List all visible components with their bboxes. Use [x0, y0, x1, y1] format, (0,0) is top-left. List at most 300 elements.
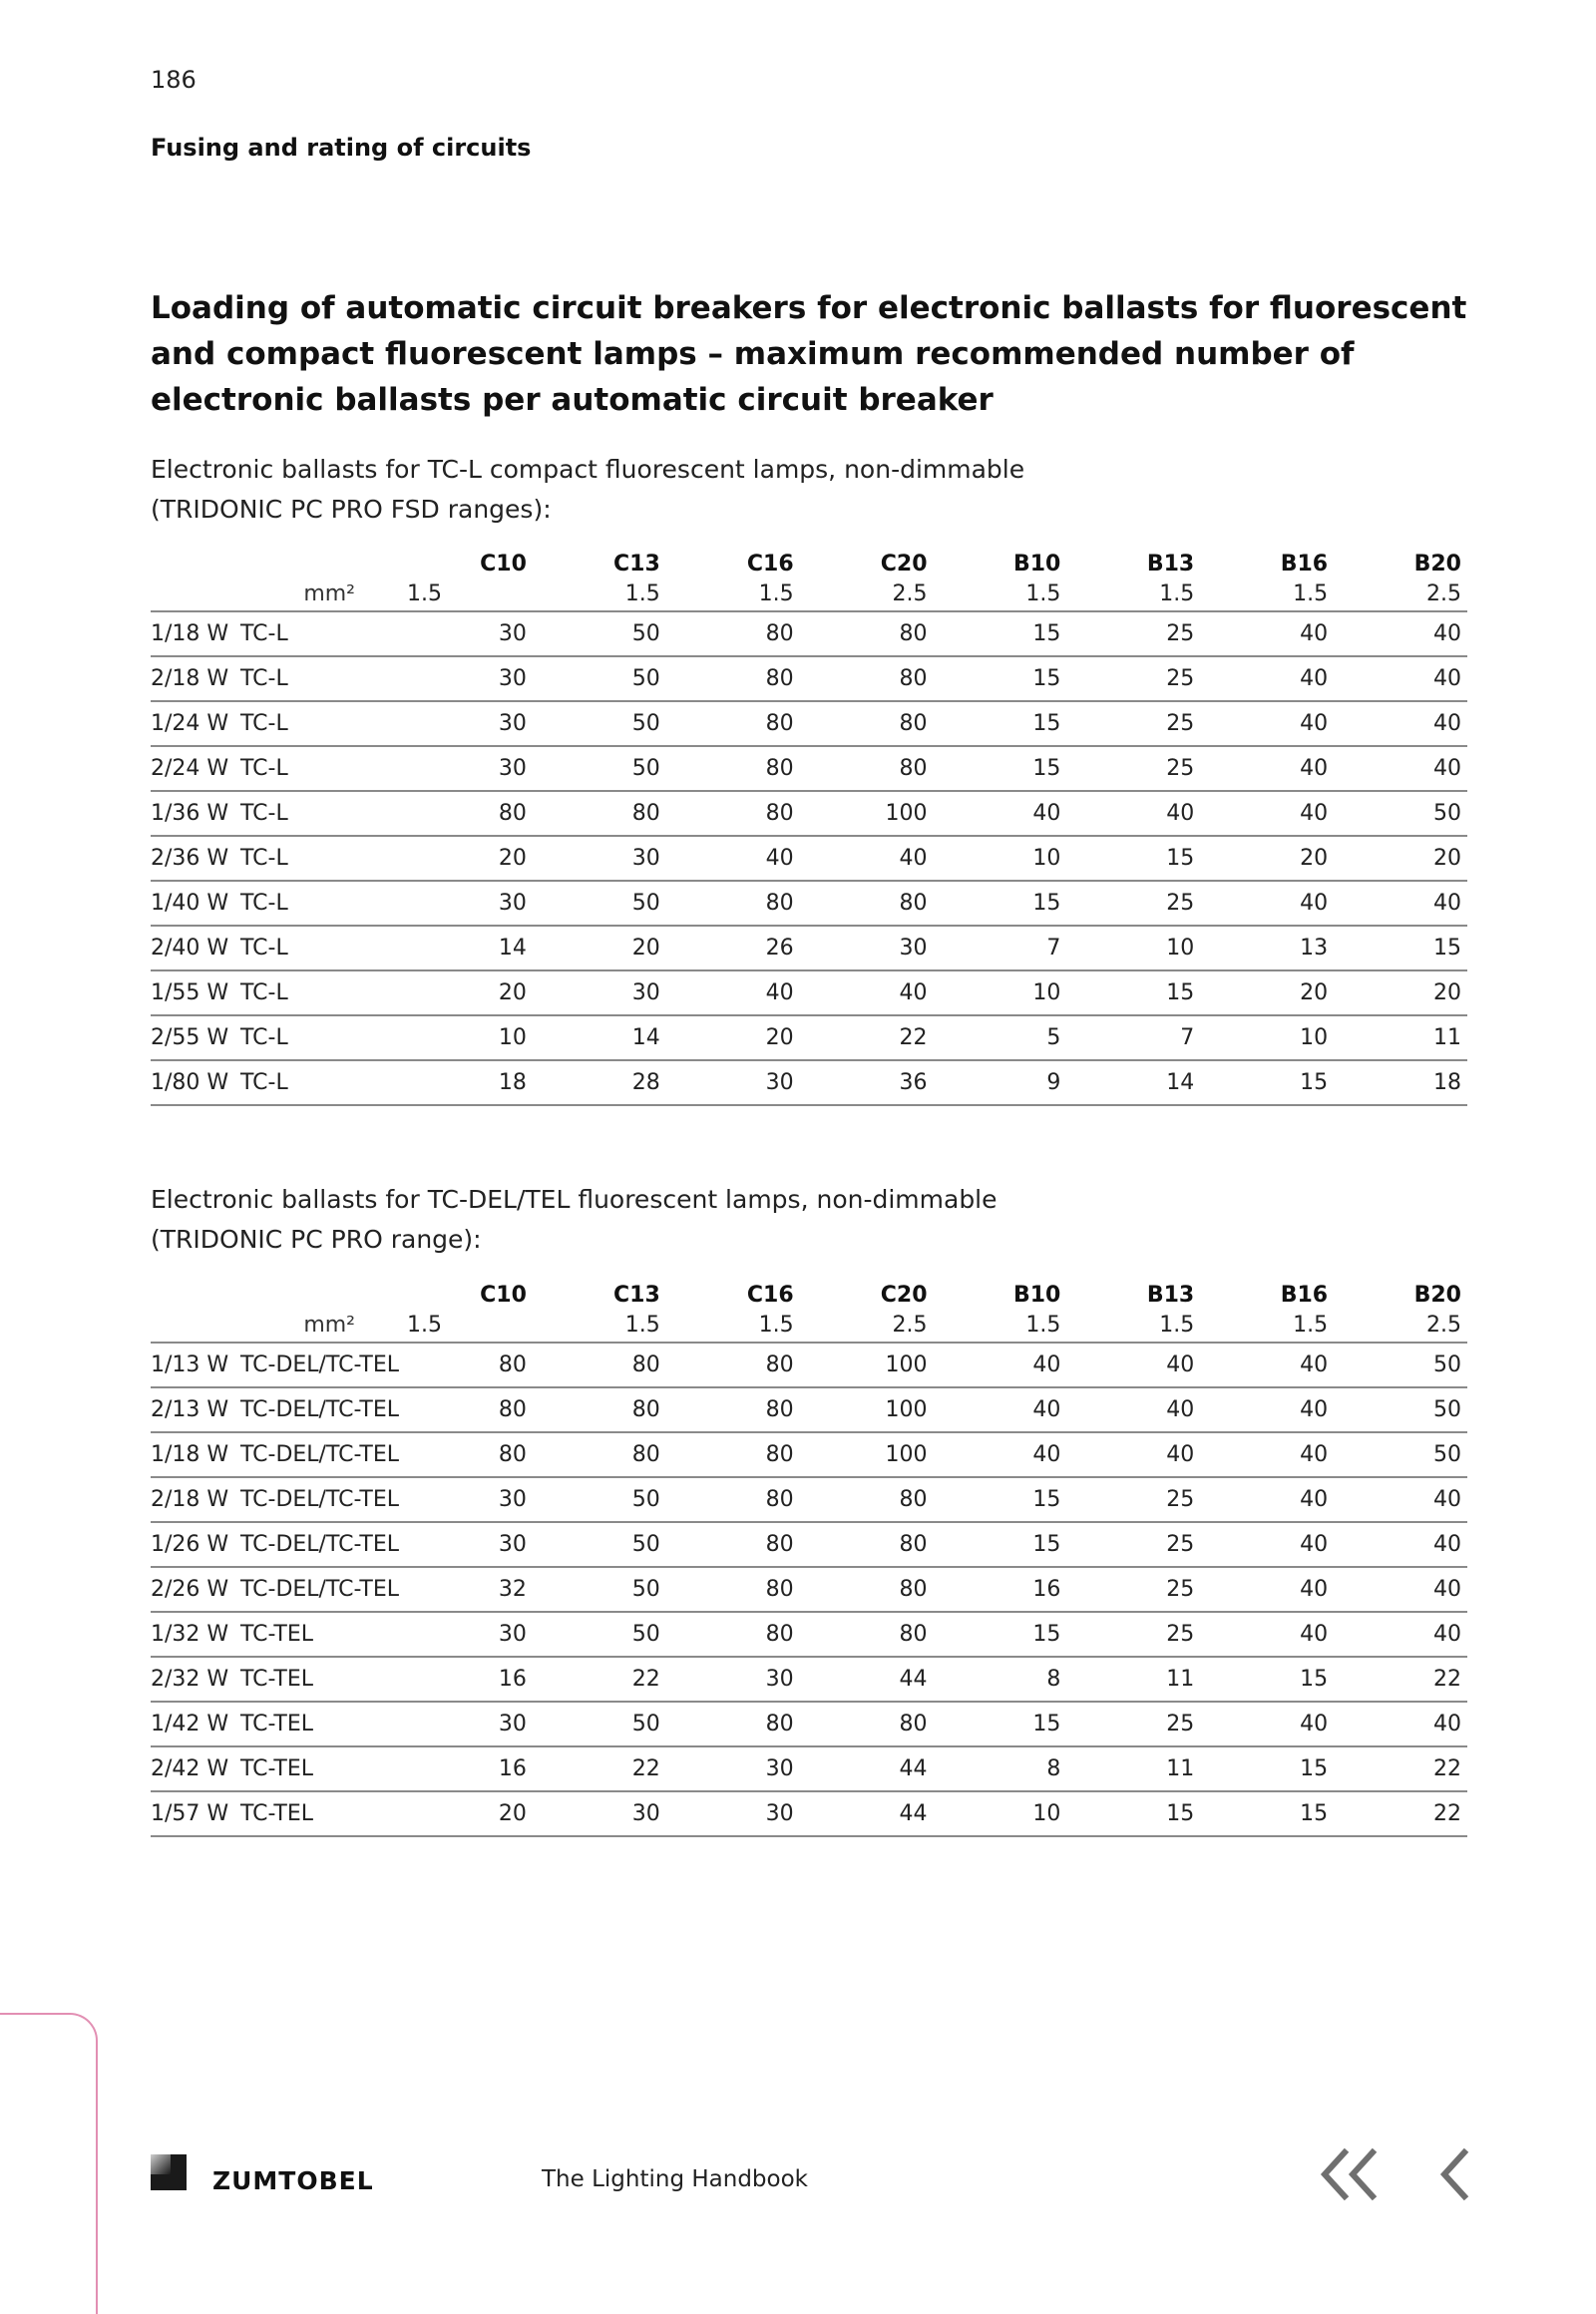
ballast-count-cell: 15 — [1200, 1791, 1334, 1836]
breaker-column-header: B20 — [1413, 1283, 1461, 1308]
ballast-count-cell: 80 — [666, 1387, 800, 1432]
ballast-count-cell: 40 — [1200, 1612, 1334, 1657]
lamp-label — [151, 1343, 399, 1387]
row-spacer — [355, 656, 399, 701]
ballast-table-tc-del-tel — [151, 1274, 1467, 1837]
ballast-count-cell: 40 — [1334, 1702, 1467, 1746]
lamp-label — [151, 1477, 399, 1522]
ballast-count-cell: 25 — [1066, 1702, 1200, 1746]
row-spacer — [355, 611, 399, 656]
ballast-count-cell: 50 — [533, 1522, 666, 1567]
ballast-count-cell: 40 — [1200, 1567, 1334, 1612]
row-spacer — [355, 926, 399, 970]
header-spacer — [355, 1274, 399, 1308]
logo-mark-icon — [151, 2154, 187, 2190]
breaker-column-header: C13 — [612, 552, 660, 577]
cross-section-value: 2.5 — [1334, 577, 1467, 611]
table-row — [151, 746, 1467, 791]
lamp-label — [151, 1015, 355, 1060]
ballast-count-cell: 20 — [1334, 970, 1467, 1015]
ballast-count-cell: 18 — [1334, 1060, 1467, 1105]
section-title: Fusing and rating of circuits — [151, 134, 532, 162]
ballast-count-cell: 22 — [1334, 1657, 1467, 1702]
ballast-count-cell: 40 — [934, 1387, 1067, 1432]
previous-page-button[interactable] — [1434, 2146, 1474, 2202]
ballast-count-cell: 14 — [533, 1015, 666, 1060]
ballast-count-cell: 22 — [1334, 1746, 1467, 1791]
lamp-wattage: 2/13 W — [151, 1397, 229, 1422]
chevron-left-icon — [1434, 2146, 1474, 2202]
lamp-wattage: 1/40 W — [151, 891, 229, 916]
table-row — [151, 701, 1467, 746]
row-spacer — [355, 1791, 399, 1836]
ballast-count-cell: 11 — [1066, 1746, 1200, 1791]
publication-title: The Lighting Handbook — [542, 2166, 808, 2192]
lamp-wattage: 2/26 W — [151, 1577, 229, 1602]
table-row — [151, 1612, 1467, 1657]
table-row — [151, 656, 1467, 701]
ballast-count-cell: 15 — [1200, 1060, 1334, 1105]
row-spacer — [355, 1612, 399, 1657]
ballast-count-cell: 7 — [1066, 1015, 1200, 1060]
lamp-type: TC-DEL/TC-TEL — [240, 1487, 399, 1512]
ballast-count-cell: 40 — [1200, 881, 1334, 926]
ballast-count-cell: 30 — [533, 1791, 666, 1836]
table-row — [151, 881, 1467, 926]
ballast-count-cell: 40 — [1200, 1477, 1334, 1522]
ballast-count-cell: 80 — [800, 656, 934, 701]
ballast-count-cell: 25 — [1066, 611, 1200, 656]
lamp-wattage: 1/32 W — [151, 1622, 229, 1647]
ballast-count-cell: 40 — [1200, 746, 1334, 791]
ballast-count-cell: 40 — [1334, 1522, 1467, 1567]
cross-section-value: 1.5 — [1200, 577, 1334, 611]
lamp-wattage: 2/18 W — [151, 666, 229, 691]
ballast-count-cell: 40 — [1200, 1387, 1334, 1432]
lamp-type: TC-DEL/TC-TEL — [240, 1532, 399, 1557]
ballast-count-cell: 80 — [533, 1387, 666, 1432]
ballast-count-cell: 44 — [800, 1657, 934, 1702]
cross-section-row — [151, 1308, 1467, 1343]
lamp-type: TC-DEL/TC-TEL — [240, 1397, 399, 1422]
ballast-count-cell: 10 — [1200, 1015, 1334, 1060]
ballast-count-cell: 80 — [666, 1522, 800, 1567]
ballast-count-cell: 50 — [533, 656, 666, 701]
ballast-count-cell: 25 — [1066, 746, 1200, 791]
ballast-count-cell: 30 — [399, 1702, 533, 1746]
lamp-type: TC-L — [240, 621, 288, 646]
lamp-label — [151, 791, 355, 836]
lamp-wattage: 2/24 W — [151, 756, 229, 781]
lamp-type: TC-L — [240, 1025, 288, 1050]
ballast-count-cell: 22 — [800, 1015, 934, 1060]
ballast-count-cell: 22 — [1334, 1791, 1467, 1836]
ballast-count-cell: 80 — [666, 1702, 800, 1746]
ballast-count-cell: 25 — [1066, 1477, 1200, 1522]
ballast-count-cell: 100 — [800, 1387, 934, 1432]
cross-section-value: 1.5 — [533, 1308, 666, 1343]
ballast-count-cell: 32 — [399, 1567, 533, 1612]
ballast-count-cell: 26 — [666, 926, 800, 970]
ballast-count-cell: 80 — [533, 791, 666, 836]
ballast-count-cell: 80 — [666, 881, 800, 926]
table-2-intro-line2: (TRIDONIC PC PRO range): — [151, 1225, 482, 1254]
ballast-count-cell: 50 — [533, 1702, 666, 1746]
ballast-count-cell: 25 — [1066, 1522, 1200, 1567]
row-spacer — [355, 970, 399, 1015]
ballast-count-cell: 40 — [1200, 1702, 1334, 1746]
lamp-label — [151, 926, 355, 970]
ballast-count-cell: 10 — [934, 1791, 1067, 1836]
cross-section-spacer — [355, 1308, 399, 1343]
ballast-count-cell: 50 — [533, 1612, 666, 1657]
header-spacer — [151, 1274, 355, 1308]
ballast-count-cell: 11 — [1334, 1015, 1467, 1060]
lamp-wattage: 2/32 W — [151, 1667, 229, 1692]
ballast-count-cell: 40 — [666, 970, 800, 1015]
ballast-count-cell: 20 — [666, 1015, 800, 1060]
table-row — [151, 1060, 1467, 1105]
ballast-count-cell: 40 — [1200, 791, 1334, 836]
table-row — [151, 1702, 1467, 1746]
ballast-count-cell: 10 — [399, 1015, 533, 1060]
table-row — [151, 1791, 1467, 1836]
ballast-count-cell: 30 — [666, 1746, 800, 1791]
lamp-type: TC-L — [240, 846, 288, 871]
ballast-count-cell: 40 — [1066, 791, 1200, 836]
ballast-count-cell: 50 — [533, 1567, 666, 1612]
lamp-wattage: 1/57 W — [151, 1801, 229, 1826]
ballast-count-cell: 80 — [666, 611, 800, 656]
ballast-count-cell: 40 — [1334, 1477, 1467, 1522]
ballast-count-cell: 80 — [800, 881, 934, 926]
lamp-label — [151, 1522, 399, 1567]
ballast-count-cell: 15 — [1066, 836, 1200, 881]
lamp-wattage: 1/26 W — [151, 1532, 229, 1557]
table-row — [151, 1477, 1467, 1522]
ballast-count-cell: 40 — [800, 970, 934, 1015]
table-1-intro-line1: Electronic ballasts for TC-L compact fluorescent lamps, non-dimmable — [151, 455, 1025, 484]
table-row — [151, 926, 1467, 970]
lamp-label — [151, 1746, 355, 1791]
page-number: 186 — [151, 66, 197, 94]
lamp-label — [151, 746, 355, 791]
breaker-column-header: C20 — [880, 552, 928, 577]
ballast-count-cell: 40 — [1200, 1432, 1334, 1477]
ballast-count-cell: 15 — [1066, 970, 1200, 1015]
breaker-column-header: C16 — [746, 552, 794, 577]
lamp-label — [151, 1702, 355, 1746]
table-row — [151, 836, 1467, 881]
table-row — [151, 1432, 1467, 1477]
ballast-count-cell: 40 — [1334, 656, 1467, 701]
ballast-count-cell: 100 — [800, 1432, 934, 1477]
ballast-count-cell: 30 — [533, 970, 666, 1015]
ballast-table-tc-l — [151, 543, 1467, 1106]
ballast-count-cell: 15 — [934, 1477, 1067, 1522]
ballast-count-cell: 15 — [934, 1612, 1067, 1657]
ballast-count-cell: 16 — [399, 1746, 533, 1791]
ballast-count-cell: 80 — [666, 1612, 800, 1657]
header-spacer — [355, 543, 399, 577]
row-spacer — [355, 746, 399, 791]
ballast-count-cell: 7 — [934, 926, 1067, 970]
ballast-count-cell: 80 — [399, 1432, 533, 1477]
ballast-count-cell: 15 — [934, 1702, 1067, 1746]
cross-section-value: 1.5 — [1066, 577, 1200, 611]
lamp-wattage: 1/18 W — [151, 621, 229, 646]
table-row — [151, 1657, 1467, 1702]
cross-section-value: 1.5 — [399, 577, 533, 611]
cross-section-value: 1.5 — [1066, 1308, 1200, 1343]
lamp-type: TC-TEL — [240, 1622, 314, 1647]
breaker-column-header: C13 — [612, 1283, 660, 1308]
ballast-count-cell: 30 — [399, 881, 533, 926]
ballast-count-cell: 25 — [1066, 881, 1200, 926]
cross-section-value: 1.5 — [399, 1308, 533, 1343]
ballast-count-cell: 40 — [1066, 1343, 1200, 1387]
lamp-wattage: 2/55 W — [151, 1025, 229, 1050]
breaker-column-header: C16 — [746, 1283, 794, 1308]
lamp-wattage: 2/40 W — [151, 936, 229, 961]
ballast-count-cell: 80 — [666, 656, 800, 701]
lamp-wattage: 1/55 W — [151, 980, 229, 1005]
table-row — [151, 1387, 1467, 1432]
row-spacer — [355, 836, 399, 881]
ballast-count-cell: 30 — [800, 926, 934, 970]
ballast-count-cell: 15 — [934, 701, 1067, 746]
lamp-type: TC-L — [240, 980, 288, 1005]
ballast-count-cell: 40 — [1066, 1432, 1200, 1477]
table-row — [151, 611, 1467, 656]
lamp-type: TC-DEL/TC-TEL — [240, 1442, 399, 1467]
lamp-label — [151, 881, 355, 926]
lamp-label — [151, 1432, 399, 1477]
ballast-count-cell: 8 — [934, 1746, 1067, 1791]
lamp-type: TC-TEL — [240, 1712, 314, 1736]
cross-section-value: 2.5 — [1334, 1308, 1467, 1343]
lamp-label — [151, 611, 355, 656]
ballast-count-cell: 15 — [934, 611, 1067, 656]
ballast-count-cell: 40 — [1200, 701, 1334, 746]
ballast-count-cell: 40 — [1200, 656, 1334, 701]
page-edge-tab — [0, 2013, 98, 2314]
lamp-type: TC-TEL — [240, 1756, 314, 1781]
cross-section-value: 1.5 — [666, 1308, 800, 1343]
ballast-count-cell: 40 — [1200, 1343, 1334, 1387]
lamp-type: TC-L — [240, 1070, 288, 1095]
lamp-wattage: 1/36 W — [151, 801, 229, 826]
brand-name: ZUMTOBEL — [212, 2166, 374, 2195]
ballast-count-cell: 80 — [399, 1387, 533, 1432]
ballast-count-cell: 30 — [399, 1612, 533, 1657]
ballast-count-cell: 80 — [800, 701, 934, 746]
ballast-count-cell: 100 — [800, 791, 934, 836]
cross-section-value: 1.5 — [934, 1308, 1067, 1343]
lamp-wattage: 1/24 W — [151, 711, 229, 736]
ballast-count-cell: 80 — [533, 1343, 666, 1387]
table-1-intro-line2: (TRIDONIC PC PRO FSD ranges): — [151, 495, 552, 524]
lamp-label — [151, 970, 355, 1015]
table-row — [151, 1522, 1467, 1567]
ballast-count-cell: 80 — [800, 1567, 934, 1612]
cross-section-spacer — [355, 577, 399, 611]
table-row — [151, 1567, 1467, 1612]
breaker-column-header: B16 — [1280, 552, 1329, 577]
ballast-count-cell: 25 — [1066, 1567, 1200, 1612]
ballast-count-cell: 80 — [666, 1432, 800, 1477]
double-chevron-left-icon — [1315, 2146, 1383, 2202]
ballast-count-cell: 80 — [800, 746, 934, 791]
ballast-count-cell: 20 — [399, 836, 533, 881]
lamp-type: TC-L — [240, 756, 288, 781]
ballast-count-cell: 80 — [666, 701, 800, 746]
ballast-count-cell: 80 — [800, 1702, 934, 1746]
ballast-count-cell: 50 — [533, 1477, 666, 1522]
ballast-count-cell: 80 — [666, 746, 800, 791]
ballast-count-cell: 9 — [934, 1060, 1067, 1105]
table-row — [151, 1015, 1467, 1060]
row-spacer — [355, 881, 399, 926]
lamp-type: TC-L — [240, 801, 288, 826]
ballast-count-cell: 30 — [666, 1657, 800, 1702]
zumtobel-logo-icon — [151, 2154, 187, 2190]
first-page-button[interactable] — [1315, 2146, 1383, 2202]
ballast-count-cell: 15 — [1066, 1791, 1200, 1836]
ballast-count-cell: 10 — [934, 836, 1067, 881]
page-heading: Loading of automatic circuit breakers for electronic ballasts for fluorescent and compact fluorescent lamps – maximum recommended number of electronic ballasts per automatic circuit breaker — [151, 290, 1467, 418]
lamp-type: TC-TEL — [240, 1667, 314, 1692]
cross-section-value: 2.5 — [800, 577, 934, 611]
cross-section-unit: mm² — [151, 1308, 355, 1343]
ballast-count-cell: 18 — [399, 1060, 533, 1105]
table-row — [151, 970, 1467, 1015]
ballast-count-cell: 40 — [934, 1432, 1067, 1477]
lamp-type: TC-DEL/TC-TEL — [240, 1577, 399, 1602]
lamp-wattage: 1/18 W — [151, 1442, 229, 1467]
lamp-type: TC-L — [240, 891, 288, 916]
ballast-count-cell: 25 — [1066, 701, 1200, 746]
ballast-count-cell: 20 — [399, 1791, 533, 1836]
ballast-count-cell: 15 — [934, 1522, 1067, 1567]
ballast-count-cell: 80 — [666, 1343, 800, 1387]
ballast-count-cell: 10 — [1066, 926, 1200, 970]
cross-section-value: 1.5 — [533, 577, 666, 611]
ballast-count-cell: 50 — [533, 701, 666, 746]
ballast-count-cell: 40 — [1200, 611, 1334, 656]
ballast-count-cell: 22 — [533, 1657, 666, 1702]
cross-section-row — [151, 577, 1467, 611]
ballast-count-cell: 30 — [399, 1477, 533, 1522]
ballast-count-cell: 15 — [934, 746, 1067, 791]
ballast-count-cell: 15 — [934, 656, 1067, 701]
ballast-count-cell: 40 — [1200, 1522, 1334, 1567]
ballast-count-cell: 16 — [399, 1657, 533, 1702]
ballast-count-cell: 20 — [1200, 836, 1334, 881]
breaker-column-header: B20 — [1413, 552, 1461, 577]
cross-section-value: 2.5 — [800, 1308, 934, 1343]
ballast-count-cell: 30 — [399, 746, 533, 791]
ballast-count-cell: 80 — [800, 1612, 934, 1657]
ballast-count-cell: 50 — [1334, 1387, 1467, 1432]
ballast-count-cell: 16 — [934, 1567, 1067, 1612]
lamp-label — [151, 701, 355, 746]
lamp-wattage: 1/80 W — [151, 1070, 229, 1095]
ballast-count-cell: 36 — [800, 1060, 934, 1105]
table-row — [151, 1746, 1467, 1791]
ballast-count-cell: 22 — [533, 1746, 666, 1791]
row-spacer — [355, 701, 399, 746]
ballast-count-cell: 11 — [1066, 1657, 1200, 1702]
ballast-count-cell: 20 — [399, 970, 533, 1015]
lamp-label — [151, 1060, 355, 1105]
ballast-count-cell: 15 — [934, 881, 1067, 926]
ballast-count-cell: 15 — [1200, 1657, 1334, 1702]
lamp-type: TC-TEL — [240, 1801, 314, 1826]
ballast-count-cell: 8 — [934, 1657, 1067, 1702]
ballast-count-cell: 25 — [1066, 1612, 1200, 1657]
ballast-count-cell: 28 — [533, 1060, 666, 1105]
ballast-count-cell: 30 — [533, 836, 666, 881]
lamp-type: TC-DEL/TC-TEL — [240, 1352, 399, 1377]
ballast-count-cell: 80 — [800, 1477, 934, 1522]
ballast-count-cell: 40 — [1334, 1612, 1467, 1657]
ballast-count-cell: 25 — [1066, 656, 1200, 701]
lamp-label — [151, 1387, 399, 1432]
ballast-count-cell: 20 — [1334, 836, 1467, 881]
table-1-intro — [151, 450, 1447, 530]
ballast-count-cell: 40 — [1334, 1567, 1467, 1612]
table-row — [151, 791, 1467, 836]
lamp-label — [151, 1567, 399, 1612]
ballast-count-cell: 80 — [399, 791, 533, 836]
ballast-count-cell: 30 — [666, 1060, 800, 1105]
lamp-type: TC-L — [240, 711, 288, 736]
breaker-column-header: B13 — [1146, 1283, 1195, 1308]
ballast-count-cell: 44 — [800, 1791, 934, 1836]
breaker-header-row — [151, 543, 1467, 577]
lamp-label — [151, 836, 355, 881]
row-spacer — [355, 791, 399, 836]
ballast-count-cell: 14 — [1066, 1060, 1200, 1105]
ballast-count-cell: 15 — [1334, 926, 1467, 970]
ballast-count-cell: 80 — [399, 1343, 533, 1387]
table-2-intro — [151, 1180, 1447, 1260]
table-row — [151, 1343, 1467, 1387]
lamp-label — [151, 656, 355, 701]
ballast-count-cell: 30 — [399, 701, 533, 746]
breaker-column-header: C10 — [480, 552, 527, 577]
ballast-count-cell: 13 — [1200, 926, 1334, 970]
ballast-count-cell: 50 — [533, 746, 666, 791]
ballast-count-cell: 30 — [399, 611, 533, 656]
ballast-count-cell: 80 — [533, 1432, 666, 1477]
cross-section-value: 1.5 — [1200, 1308, 1334, 1343]
ballast-count-cell: 100 — [800, 1343, 934, 1387]
ballast-count-cell: 40 — [934, 1343, 1067, 1387]
ballast-count-cell: 40 — [1334, 611, 1467, 656]
cross-section-value: 1.5 — [934, 577, 1067, 611]
row-spacer — [355, 1657, 399, 1702]
ballast-count-cell: 15 — [1200, 1746, 1334, 1791]
ballast-count-cell: 44 — [800, 1746, 934, 1791]
breaker-column-header: B16 — [1280, 1283, 1329, 1308]
cross-section-unit: mm² — [151, 577, 355, 611]
ballast-count-cell: 20 — [533, 926, 666, 970]
ballast-count-cell: 40 — [1066, 1387, 1200, 1432]
ballast-count-cell: 80 — [666, 1477, 800, 1522]
lamp-wattage: 2/18 W — [151, 1487, 229, 1512]
